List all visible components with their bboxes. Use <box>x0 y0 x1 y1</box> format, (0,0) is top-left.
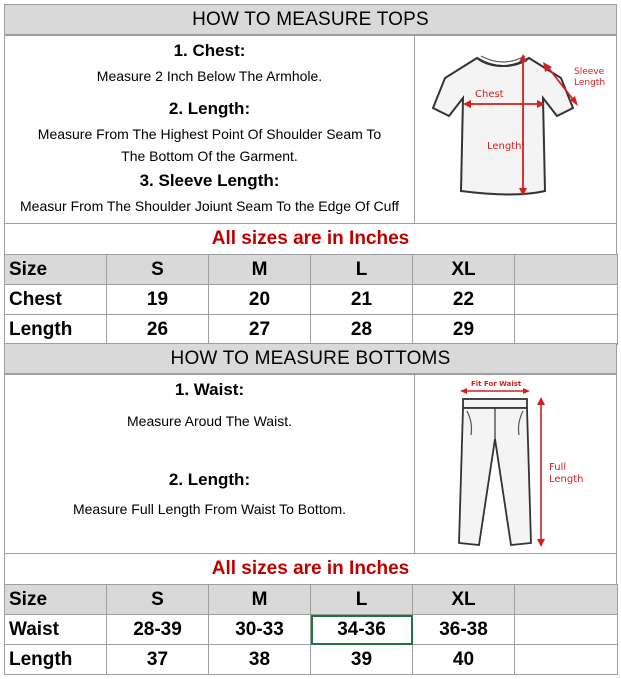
tshirt-diagram-icon <box>415 36 617 224</box>
length-label-cell[interactable]: Length <box>5 645 107 675</box>
length-label-cell[interactable]: Length <box>5 315 107 345</box>
table-cell[interactable]: 28-39 <box>107 615 209 645</box>
size-l-header-cell[interactable]: L <box>311 585 413 615</box>
sleeve-figure-label-1: Sleeve <box>574 67 605 77</box>
table-row <box>5 615 618 645</box>
bottoms-length-heading: 2. Length: <box>168 470 251 489</box>
table-cell[interactable]: 36-38 <box>413 615 515 645</box>
empty-header-cell[interactable] <box>515 255 618 285</box>
chest-figure-label: Chest <box>475 89 504 100</box>
size-s-header-cell[interactable]: S <box>107 585 209 615</box>
bottoms-size-table <box>4 584 618 675</box>
table-cell[interactable]: 28 <box>311 315 413 345</box>
tops-instructions-panel <box>4 35 617 224</box>
table-cell[interactable]: 20 <box>209 285 311 315</box>
table-cell[interactable]: 30-33 <box>209 615 311 645</box>
length-text-line-1: Measure From The Highest Point Of Shoulder Seam To <box>37 126 382 142</box>
size-m-header-cell[interactable]: M <box>209 255 311 285</box>
tshirt-figure <box>414 36 617 223</box>
waist-label-cell[interactable]: Waist <box>5 615 107 645</box>
full-length-figure-label-1: Full <box>549 462 567 473</box>
table-cell[interactable]: 26 <box>107 315 209 345</box>
full-length-figure-label-2: Length <box>549 474 584 485</box>
table-cell[interactable] <box>515 615 618 645</box>
size-xl-header-cell[interactable]: XL <box>413 255 515 285</box>
sleeve-text: Measur From The Shoulder Joiunt Seam To the Edge Of Cuff <box>20 198 399 214</box>
length-text-line-2: The Bottom Of the Garment. <box>121 148 298 164</box>
bottoms-instructions-panel <box>4 374 617 554</box>
table-cell[interactable] <box>515 315 618 345</box>
waist-figure-label: Fit For Waist <box>471 380 522 388</box>
table-cell[interactable]: 39 <box>311 645 413 675</box>
size-header-cell[interactable]: Size <box>5 255 107 285</box>
size-m-header-cell[interactable]: M <box>209 585 311 615</box>
size-l-header-cell[interactable]: L <box>311 255 413 285</box>
tops-size-table <box>4 254 618 345</box>
tops-inches-note: All sizes are in Inches <box>4 224 617 254</box>
selected-table-cell[interactable]: 34-36 <box>311 615 413 645</box>
size-chart-sheet <box>4 4 617 675</box>
chest-heading: 1. Chest: <box>173 41 246 60</box>
chest-text: Measure 2 Inch Below The Armhole. <box>96 68 323 84</box>
table-cell[interactable] <box>515 285 618 315</box>
bottoms-inches-note: All sizes are in Inches <box>4 554 617 584</box>
bottoms-length-text: Measure Full Length From Waist To Bottom. <box>72 501 347 517</box>
table-cell[interactable] <box>515 645 618 675</box>
table-cell[interactable]: 19 <box>107 285 209 315</box>
tops-title: HOW TO MEASURE TOPS <box>4 4 617 35</box>
table-cell[interactable]: 37 <box>107 645 209 675</box>
table-cell[interactable]: 21 <box>311 285 413 315</box>
bottoms-title: HOW TO MEASURE BOTTOMS <box>4 343 617 374</box>
trousers-diagram-icon <box>415 375 617 554</box>
length-heading: 2. Length: <box>168 99 251 118</box>
sleeve-heading: 3. Sleeve Length: <box>139 171 280 190</box>
table-row <box>5 315 618 345</box>
waist-heading: 1. Waist: <box>174 380 245 399</box>
length-figure-label: Length <box>487 141 522 152</box>
table-row <box>5 645 618 675</box>
table-cell[interactable]: 38 <box>209 645 311 675</box>
empty-header-cell[interactable] <box>515 585 618 615</box>
waist-text: Measure Aroud The Waist. <box>127 413 292 429</box>
table-cell[interactable]: 22 <box>413 285 515 315</box>
bottoms-table-header-row <box>5 585 618 615</box>
table-cell[interactable]: 27 <box>209 315 311 345</box>
chest-label-cell[interactable]: Chest <box>5 285 107 315</box>
table-cell[interactable]: 40 <box>413 645 515 675</box>
size-xl-header-cell[interactable]: XL <box>413 585 515 615</box>
table-row <box>5 285 618 315</box>
sleeve-figure-label-2: Length <box>574 78 606 88</box>
size-header-cell[interactable]: Size <box>5 585 107 615</box>
trousers-figure <box>414 375 617 553</box>
tops-table-header-row <box>5 255 618 285</box>
table-cell[interactable]: 29 <box>413 315 515 345</box>
size-s-header-cell[interactable]: S <box>107 255 209 285</box>
